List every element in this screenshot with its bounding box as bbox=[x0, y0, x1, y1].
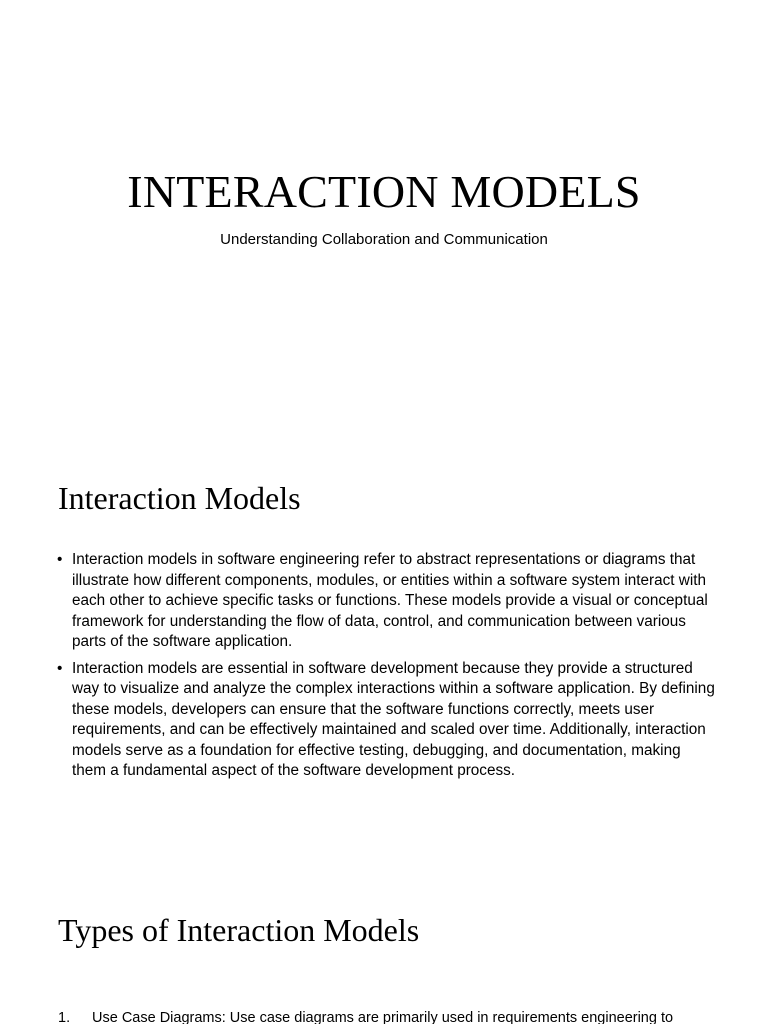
subtitle: Understanding Collaboration and Communication bbox=[220, 231, 548, 248]
bullet-list bbox=[57, 550, 717, 788]
bullet-icon: • bbox=[57, 659, 63, 677]
bullet-icon: • bbox=[57, 551, 63, 568]
interaction-models-heading: Interaction Models bbox=[58, 480, 301, 516]
types-heading: Types of Interaction Models bbox=[58, 912, 420, 948]
main-title: INTERACTION MODELS bbox=[127, 166, 641, 217]
bullet-item-importance bbox=[57, 659, 717, 782]
item-number: 1. bbox=[58, 1010, 71, 1024]
bullet-text-importance: Interaction models are essential in software development because they provide a structured way to visualize and analyze the complex interactions within a software application. By defining these models, developers can ensure that the software functions correctly, meets user requirements, and can be effectively maintained and scaled over time. Additionally, interaction models serve as a foundation for effective testing, debugging, and documentation, making them a fundamental aspect of the software development process. bbox=[72, 659, 715, 779]
bullet-item-definition bbox=[57, 550, 717, 653]
numbered-list bbox=[58, 1008, 738, 1024]
numbered-item-text: Use Case Diagrams: Use case diagrams are primarily used in requirements engineering to bbox=[92, 1010, 674, 1024]
title-slide bbox=[0, 0, 768, 432]
numbered-item-use-case bbox=[58, 1008, 738, 1024]
bullet-text-definition: Interaction models in software engineering refer to abstract representations or diagrams that illustrate how different components, modules, or entities within a software system interact with each other to achieve specific tasks or functions. These models provide a visual or conceptual framework for understanding the flow of data, control, and communication between various parts of the software application. bbox=[72, 551, 708, 650]
